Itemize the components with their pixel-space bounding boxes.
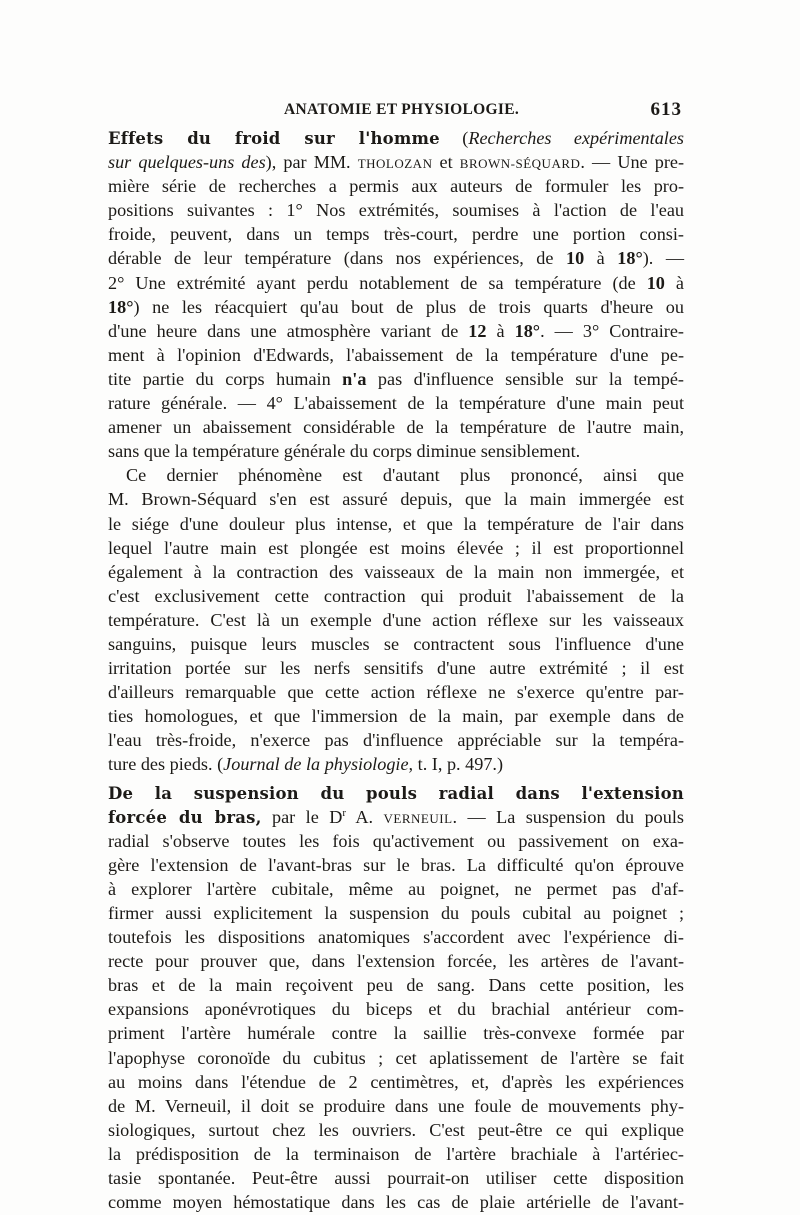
text-line [108,1094,684,1118]
text-segment: sanguins, puisque leurs muscles se contractent sous l'influence d'une [108,633,684,654]
text-line [108,704,684,728]
text-segment: à [486,320,515,341]
text-segment: recte pour prouver que, dans l'extension forcée, les artères de l'avant- [108,951,684,972]
section-heading: Effets du froid sur l'homme [108,129,440,148]
text-segment: firmer aussi explicitement la suspension du pouls cubital au poignet ; [108,903,684,923]
text-segment: ture des pieds. ( [108,754,224,775]
text-segment: M. Brown-Séquard s'en est assuré depuis, que la main immergée est [108,489,684,510]
text-segment: par le D [261,806,343,827]
text-line [108,222,684,246]
text-segment: 12 [468,320,487,341]
text-segment: rature générale. — 4° L'abaissement de la température d'une main peut [108,393,684,414]
text-segment: BROWN-SÉQUARD [459,156,581,172]
section-heading: De la suspension du pouls radial dans l'extension [108,783,684,803]
text-segment: sans que la température générale du corps diminue sensiblement. [108,441,581,462]
text-segment: ), par MM. [265,152,358,173]
text-segment: la prédisposition de la terminaison de l'artère brachiale à l'artériec- [108,1143,684,1164]
text-line [108,584,684,608]
page-number: 613 [650,99,682,120]
text-line [108,439,684,463]
text-segment: et [432,152,460,173]
text-line [108,487,684,511]
text-line [108,1118,684,1142]
text-segment: 18° [617,248,643,269]
text-segment: dérable de leur température (dans nos expériences, de [108,248,566,269]
text-segment: à [664,272,684,293]
text-line [108,343,684,367]
text-line [108,295,684,319]
text-line [108,126,684,150]
text-segment: 10 [646,272,665,293]
text-segment: A. [346,806,384,827]
text-segment: 18° [108,296,134,317]
text-segment: radial s'observe toutes les fois qu'activement ou passivement on exa- [108,830,684,851]
text-segment: d'une heure dans une atmosphère variant de [108,320,469,341]
text-segment: toutefois les dispositions anatomiques s'accordent avec l'expérience di- [108,927,684,948]
text-line [108,656,684,680]
text-segment: ). — [642,248,685,269]
text-segment: amener un abaissement considérable de la température de l'autre main, [108,417,684,438]
text-line [108,781,684,805]
text-line [108,925,684,949]
text-line [108,367,684,391]
text-line [108,877,684,901]
text-line [108,1190,684,1214]
text-segment: THOLOZAN [357,156,433,172]
text-segment: comme moyen hémostatique dans les cas de plaie artérielle de l'avant- [108,1192,684,1213]
text-line [108,1046,684,1070]
text-line [108,680,684,704]
text-segment: 10 [565,248,585,269]
text-segment: . — Une pre- [580,152,685,173]
text-segment: le siége d'une douleur plus intense, et que la température de l'air dans [108,513,684,534]
text-segment: mière série de recherches a permis aux auteurs de formuler les pro- [108,176,684,197]
text-line [108,829,684,853]
text-segment: VERNEUIL [383,810,453,826]
text-line [108,463,684,487]
text-segment: ties homologues, et que l'immersion de la main, par exemple dans de [108,706,684,727]
text-line [108,1166,684,1190]
text-line [108,608,684,632]
text-segment: de M. Verneuil, il doit se produire dans une foule de mouvements phy- [108,1095,684,1116]
text-segment: l'apophyse coronoïde du cubitus ; cet aplatissement de l'artère se fait [108,1047,684,1068]
text-line [108,728,684,752]
text-segment: . — 3° Contraire- [540,320,684,341]
text-line [108,391,684,415]
text-segment: également à la contraction des vaisseaux de la main non immergée, et [108,561,684,582]
text-segment: froide, peuvent, dans un temps très-court, perdre une portion consi- [108,224,684,245]
text-segment: 18° [514,320,541,341]
text-line [108,973,684,997]
text-segment: expansions aponévrotiques du biceps et du brachial antérieur com- [108,999,684,1020]
section-heading: forcée du bras, [108,807,262,827]
text-segment: pas d'influence sensible sur la tempé- [366,368,684,389]
text-segment: lequel l'autre main est plongée est moins élevée ; il est proportionnel [108,537,684,558]
text-line [108,901,684,925]
text-line [108,319,684,343]
text-segment: tasie spontanée. Peut-être aussi pourrait-on utiliser cette disposition [108,1168,684,1189]
text-segment: ) ne les réacquiert qu'au bout de plus de trois quarts d'heure ou [133,296,684,317]
text-line [108,1142,684,1166]
text-segment: n'a [342,368,367,389]
text-segment: t. I, p. 497.) [413,754,504,775]
text-line [108,752,684,776]
text-segment: à [584,248,618,269]
text-line [108,536,684,560]
text-line [108,512,684,536]
text-line [108,949,684,973]
text-line [108,174,684,198]
text-line [108,198,684,222]
text-line [108,415,684,439]
text-segment: r [342,806,346,819]
text-segment: à explorer l'artère cubitale, même au poignet, ne permet pas d'af- [108,878,684,899]
text-segment: c'est exclusivement cette contraction qui produit l'abaissement de la [108,585,684,606]
text-segment: 2° Une extrémité ayant perdu notablement de sa température (de [108,272,647,293]
text-line [108,632,684,656]
text-segment: tite partie du corps humain [108,368,343,389]
text-line [108,560,684,584]
text-segment: bras et de la main reçoivent peu de sang. Dans cette position, les [108,975,684,996]
italic-text: sur quelques-uns des [108,152,266,173]
italic-text: Journal de la physiologie, [223,754,414,775]
text-segment: positions suivantes : 1° Nos extrémités, soumises à l'action de l'eau [108,200,684,221]
text-line [108,997,684,1021]
text-segment: siologiques, surtout chez les ouvriers. C'est peut-être ce qui explique [108,1119,684,1140]
text-line [108,271,684,295]
page-header [108,99,682,125]
text-segment: au moins dans l'étendue de 2 centimètres, et, d'après les expériences [108,1071,684,1092]
text-segment: irritation portée sur les nerfs sensitifs d'une autre extrémité ; il est [108,658,684,679]
text-segment: Ce dernier phénomène est d'autant plus prononcé, ainsi que [126,465,684,486]
text-segment: ( [439,128,469,148]
text-segment: ment à l'opinion d'Edwards, l'abaissement de la température d'une pe- [108,344,684,365]
text-line [108,805,684,829]
text-line [108,246,684,270]
text-line [108,1070,684,1094]
text-line [108,853,684,877]
text-segment: . — La suspension du pouls [452,806,684,827]
text-segment: l'eau très-froide, n'exerce pas d'influence appréciable sur la tempéra- [108,730,684,751]
text-line [108,1021,684,1045]
italic-text: Recherches expérimentales [468,128,684,148]
text-segment: gère l'extension de l'avant-bras sur le bras. La difficulté qu'on éprouve [108,854,684,875]
text-segment: température. C'est là un exemple d'une action réflexe sur les vaisseaux [108,609,684,630]
text-line [108,150,684,174]
body-text [108,126,684,1214]
text-segment: d'ailleurs remarquable que cette action réflexe ne s'exerce qu'entre par- [108,682,684,703]
running-title: ANATOMIE ET PHYSIOLOGIE. [284,101,520,118]
text-segment: priment l'artère humérale contre la saillie très-convexe formée par [108,1023,684,1044]
